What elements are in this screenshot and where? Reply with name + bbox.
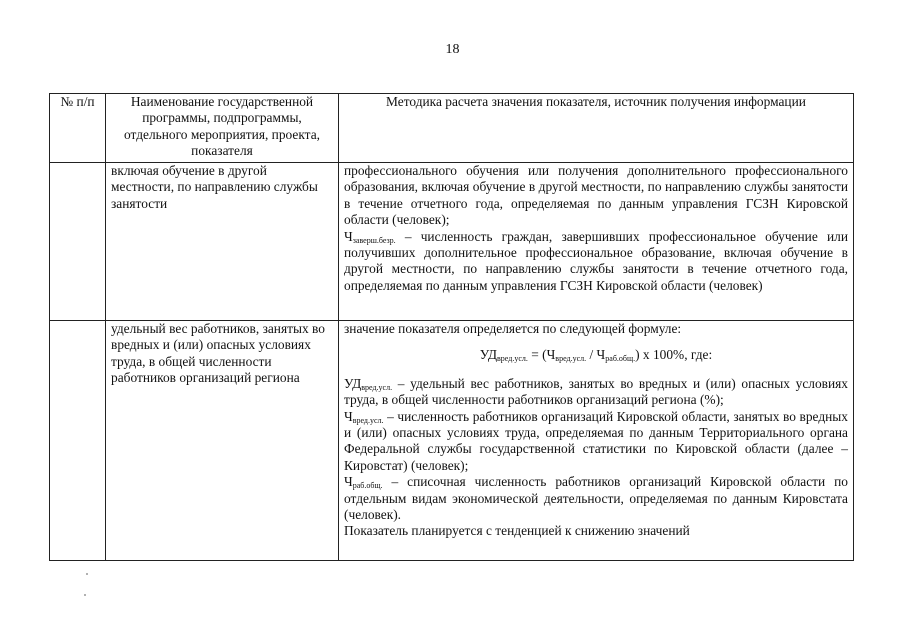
table-row (50, 321, 854, 561)
method-cell (339, 163, 854, 321)
indicator-table (49, 93, 854, 561)
row-number-cell (50, 163, 106, 321)
method-cell (339, 321, 854, 561)
definition-text: – удельный вес работников, занятых во вредных и (или) опасных условиях труда, в общей численности работников организаций региона (%); (344, 375, 848, 408)
indicator-name: включая обучение в другой местности, по направлению службы занятости (106, 163, 339, 321)
method-definition (344, 229, 848, 295)
method-paragraph: профессионального обучения или получения дополнительного профессионального образования, включая обучение в другой местности, по направлению службы занятости в течение отчетного года, определяемая по данным управления ГСЗН Кировской области (человек); (344, 163, 848, 228)
symbol: Ч (344, 408, 353, 424)
table-header-row (50, 94, 854, 163)
symbol-subscript: заверш.безр. (352, 235, 396, 245)
definition-text: – численность граждан, завершивших профессиональное обучение или получивших дополнительное профессиональное образование, включая обучение в другой местности, по направлению службы занятости в течение отчетного года, определяемая по данным управления ГСЗН Кировской области (человек) (344, 228, 848, 293)
symbol-subscript: вред.усл. (352, 415, 384, 425)
scan-speck (86, 573, 88, 575)
header-name: Наименование государственной программы, подпрограммы, отдельного мероприятия, проекта, показателя (106, 94, 339, 163)
method-definition (344, 474, 848, 523)
symbol: Ч (344, 474, 353, 490)
method-definition (344, 409, 848, 475)
formula-part: = (Ч (527, 347, 556, 363)
formula-subscript: раб.общ. (605, 354, 636, 364)
formula (344, 347, 848, 363)
table-row (50, 163, 854, 321)
method-note: Показатель планируется с тенденцией к снижению значений (344, 523, 690, 539)
symbol: УД (344, 375, 362, 391)
formula-subscript: вред.усл. (555, 354, 587, 364)
header-method: Методика расчета значения показателя, источник получения информации (339, 94, 854, 163)
scan-speck (84, 594, 86, 596)
formula-subscript: вред.усл. (497, 354, 528, 364)
page-number: 18 (445, 42, 460, 57)
formula-part: / Ч (586, 347, 606, 363)
formula-part: ) х 100%, где: (635, 347, 713, 363)
symbol-subscript: раб.общ. (352, 481, 383, 491)
symbol: Ч (344, 228, 353, 244)
formula-symbol: УД (479, 347, 498, 363)
indicator-name: удельный вес работников, занятых во вредных и (или) опасных условиях труда, в общей численности работников организаций региона (106, 321, 339, 561)
header-number: № п/п (50, 94, 106, 163)
symbol-subscript: вред.усл. (361, 382, 393, 392)
row-number-cell (50, 321, 106, 561)
formula-intro: значение показателя определяется по следующей формуле: (344, 321, 682, 336)
method-definition (344, 376, 848, 409)
definition-text: – списочная численность работников организаций Кировской области по отдельным видам экономической деятельности, определяемая по данным Кировстата (человек). (344, 474, 848, 523)
definition-text: – численность работников организаций Кировской области, занятых во вредных и (или) опасных условиях труда, определяемая по данным Территориального органа Федеральной службы государственной статистики по Кировской области (далее – Кировстат) (человек); (344, 408, 848, 473)
